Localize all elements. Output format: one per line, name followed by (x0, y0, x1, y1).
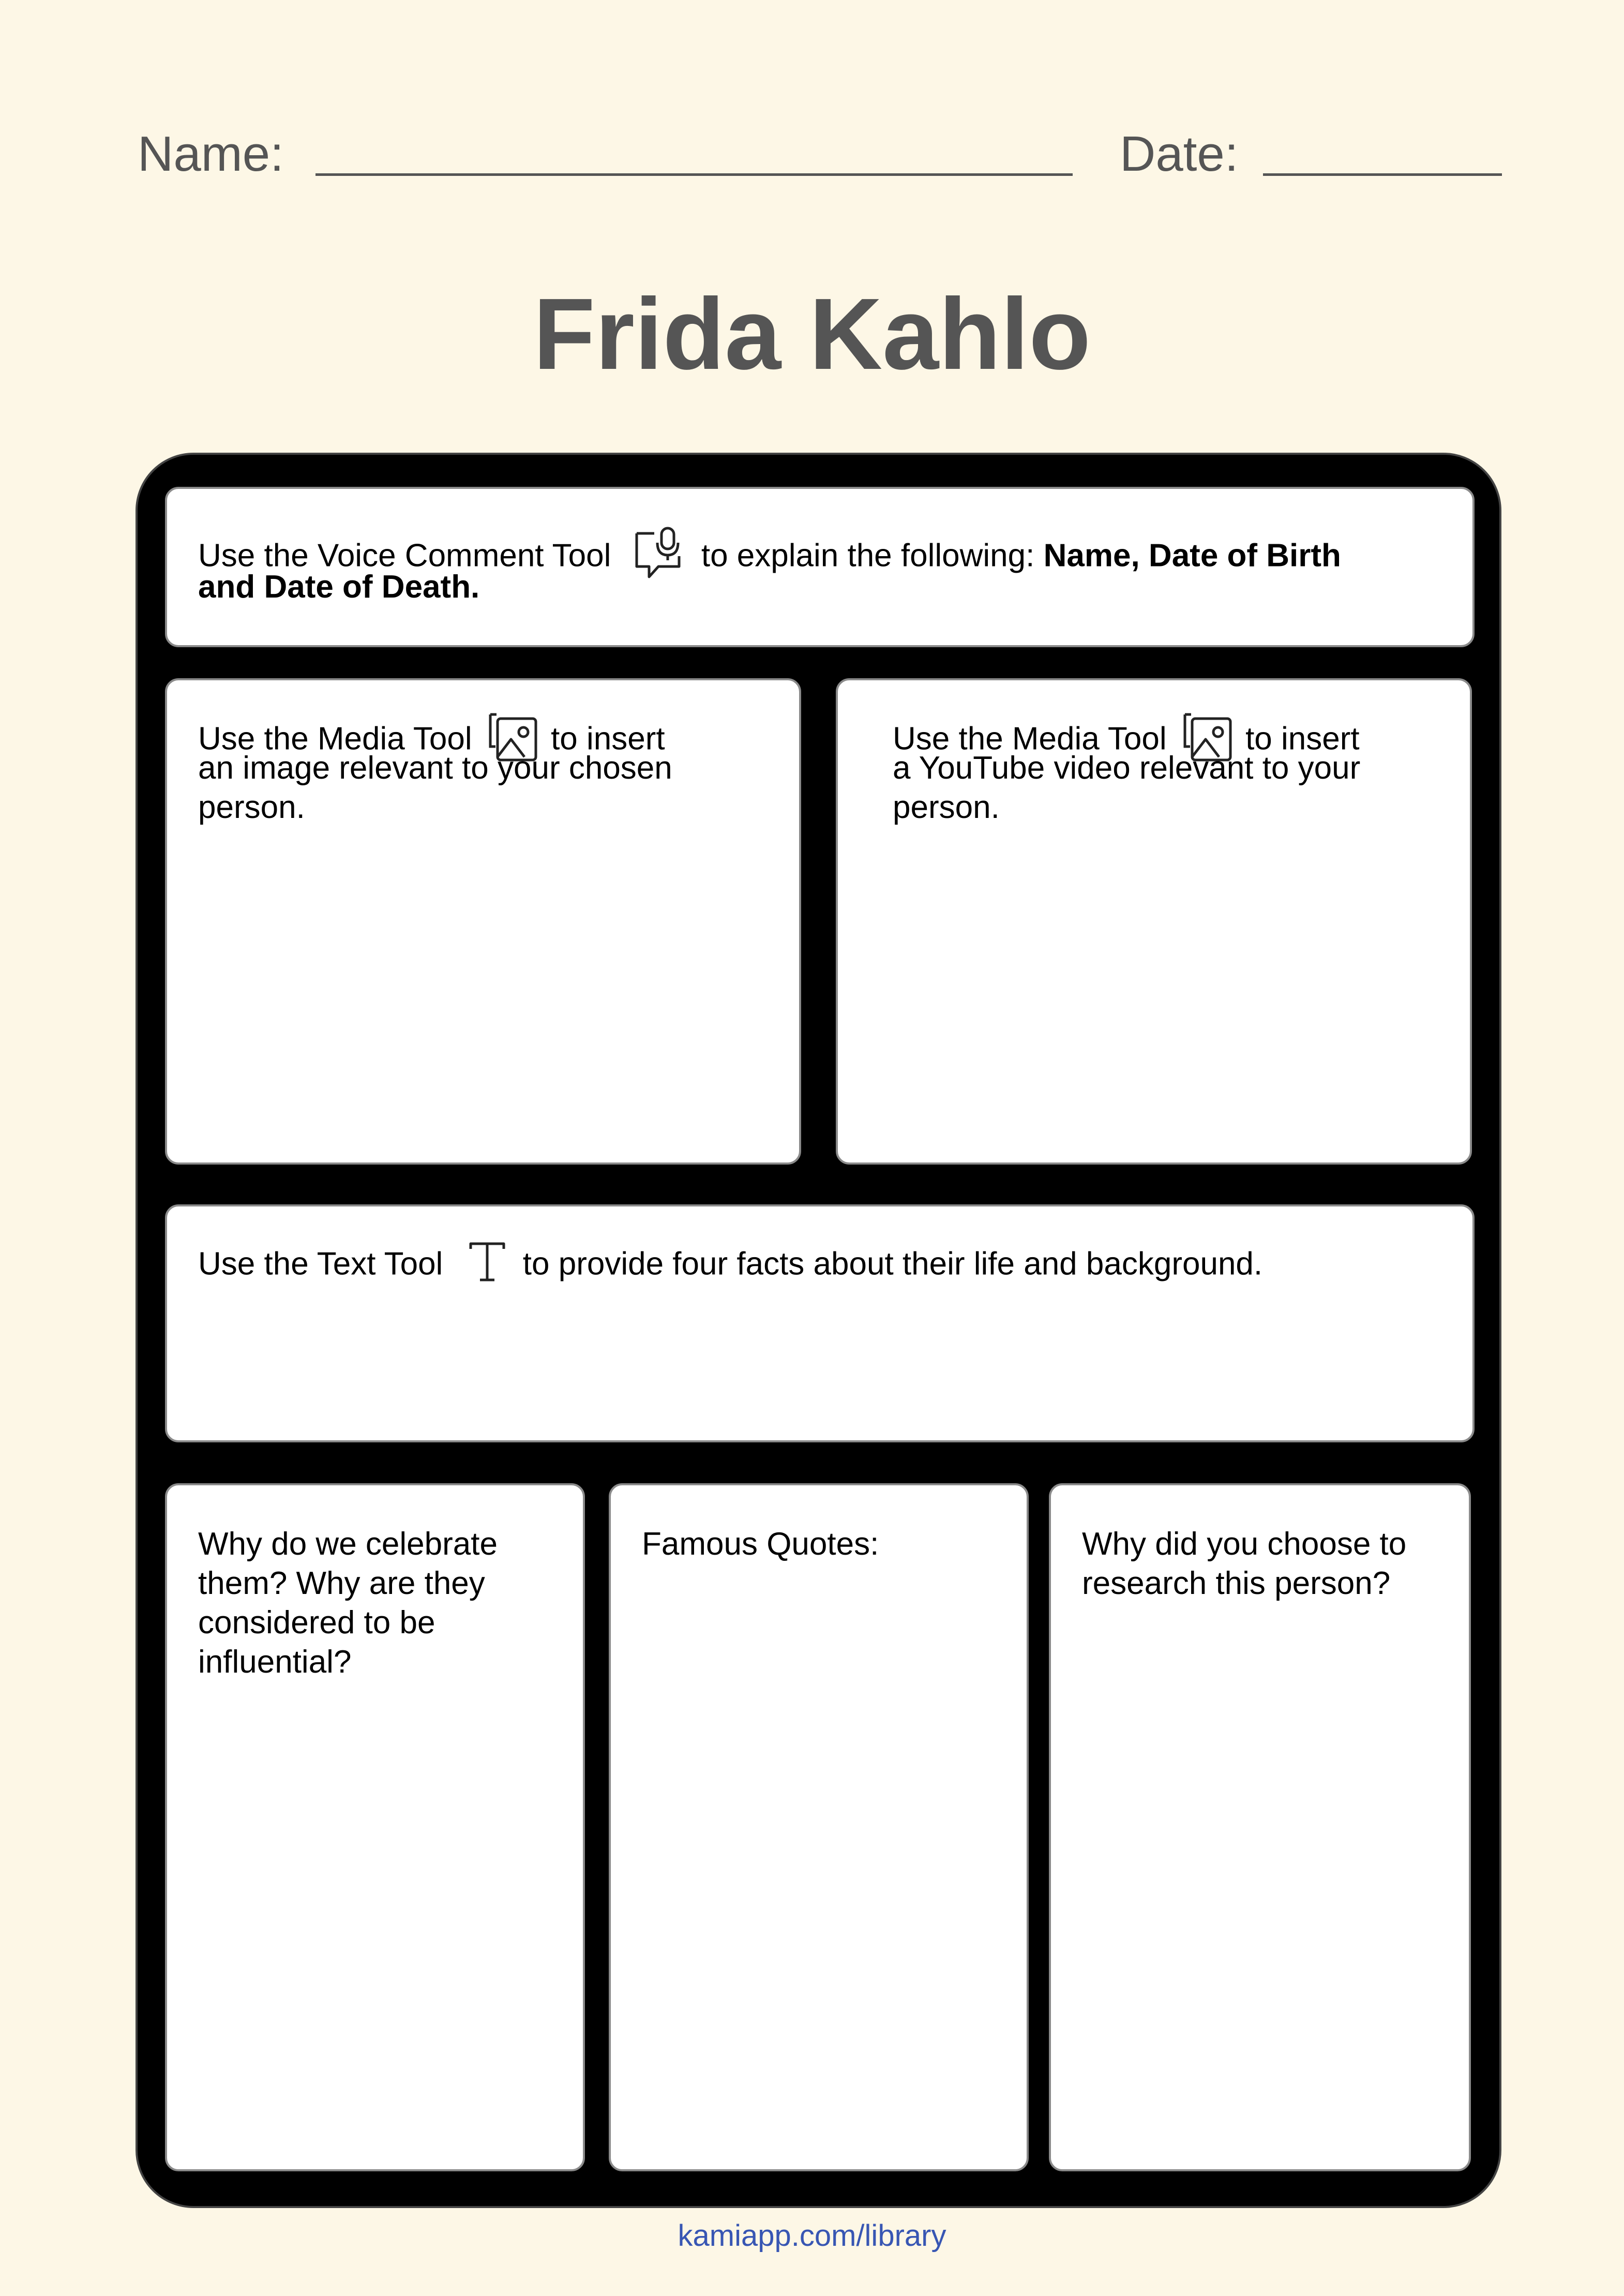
text-tool-text-pre: Use the Text Tool (198, 1246, 443, 1282)
celebrate-panel[interactable] (165, 1483, 585, 2171)
voice-panel-text-mid: to explain the following: (701, 538, 1035, 574)
voice-panel-text-pre: Use the Voice Comment Tool (198, 538, 611, 574)
media-image-text-pre: Use the Media Tool (198, 721, 472, 757)
voice-panel-bold-2: and Date of Death. (198, 569, 480, 605)
celebrate-text-line2: them? Why are they (198, 1566, 485, 1601)
name-input-line[interactable] (315, 173, 1073, 176)
celebrate-text-line3: considered to be (198, 1605, 435, 1641)
famous-quotes-label: Famous Quotes: (642, 1526, 879, 1562)
voice-panel-bold-1: Name, Date of Birth (1043, 538, 1341, 574)
media-image-text-line3: person. (198, 789, 305, 825)
name-label: Name: (138, 126, 284, 182)
text-tool-panel[interactable] (165, 1204, 1475, 1442)
voice-comment-panel[interactable] (165, 487, 1475, 647)
worksheet-board (136, 453, 1501, 2208)
media-video-text-line3: person. (893, 789, 1000, 825)
celebrate-text-line4: influential? (198, 1644, 352, 1680)
why-chosen-panel[interactable] (1049, 1483, 1471, 2171)
page-title: Frida Kahlo (533, 277, 1091, 391)
why-chosen-text-line1: Why did you choose to (1082, 1526, 1407, 1562)
media-image-text-line2: an image relevant to your chosen (198, 750, 672, 786)
date-input-line[interactable] (1263, 173, 1502, 176)
media-video-panel[interactable] (836, 678, 1472, 1165)
text-tool-icon (468, 1240, 507, 1292)
footer-link[interactable]: kamiapp.com/library (678, 2219, 946, 2253)
celebrate-text-line1: Why do we celebrate (198, 1526, 498, 1562)
date-label: Date: (1120, 126, 1239, 182)
media-image-text-post: to insert (551, 721, 665, 757)
voice-comment-icon (631, 526, 685, 589)
media-video-text-pre: Use the Media Tool (893, 721, 1167, 757)
media-video-text-post: to insert (1245, 721, 1360, 757)
famous-quotes-panel[interactable] (609, 1483, 1029, 2171)
media-video-text-line2: a YouTube video relevant to your (893, 750, 1361, 786)
media-image-panel[interactable] (165, 678, 801, 1165)
why-chosen-text-line2: research this person? (1082, 1566, 1391, 1601)
text-tool-text-post: to provide four facts about their life and background. (522, 1246, 1263, 1282)
